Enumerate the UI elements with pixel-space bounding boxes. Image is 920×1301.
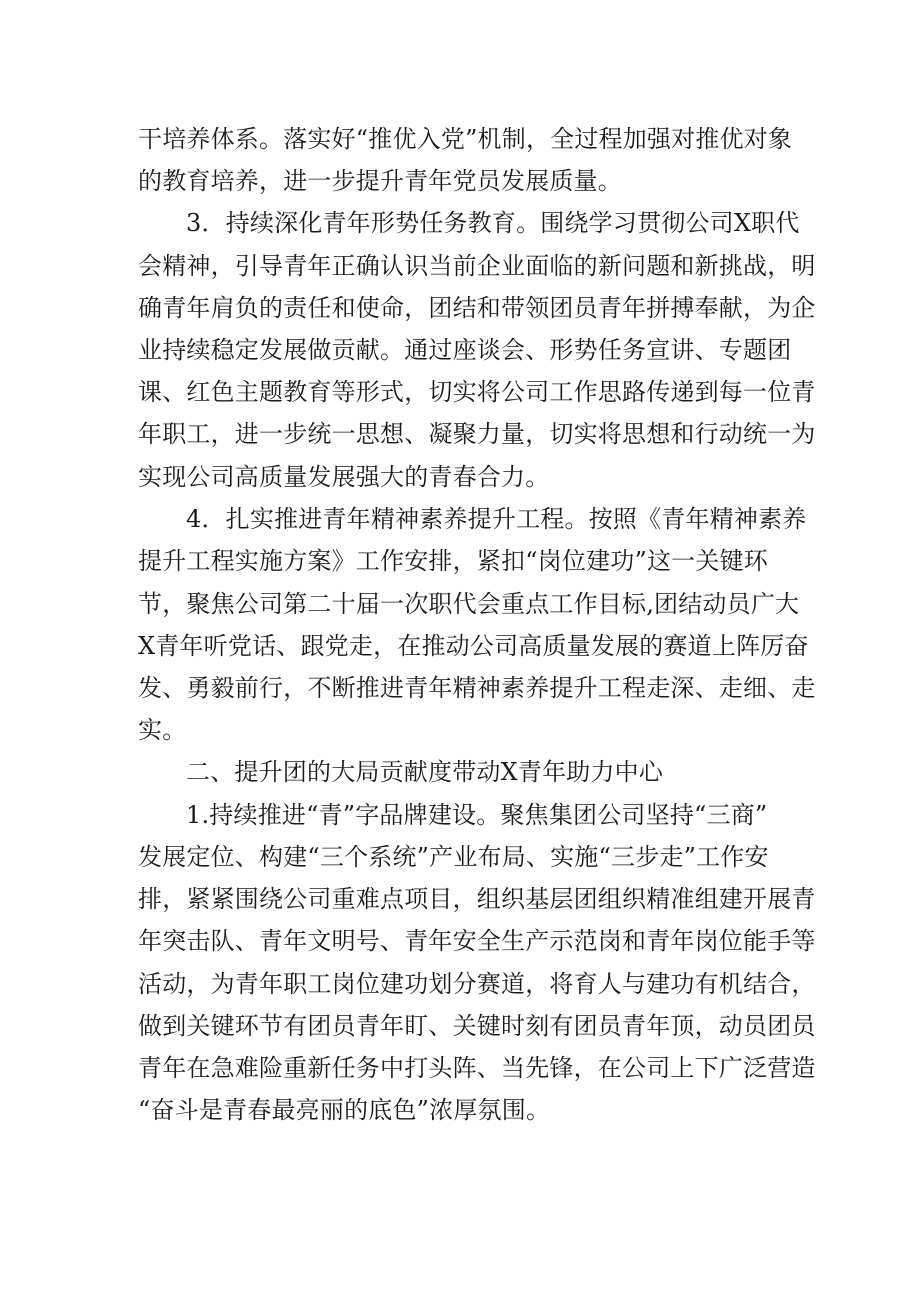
- text-line: 活动，为青年职工岗位建功划分赛道，将育人与建功有机结合，: [138, 970, 816, 998]
- text-line: 发展定位、构建“三个系统”产业布局、实施“三步走”工作安: [138, 843, 769, 871]
- text-line: 确青年肩负的责任和使命，团结和带领团员青年拼搏奉献，为企: [138, 294, 816, 322]
- text-line: 会精神，引导青年正确认识当前企业面临的新问题和新挑战，明: [138, 252, 816, 280]
- text-line: 3．持续深化青年形势任务教育。围绕学习贯彻公司X职代: [186, 209, 800, 237]
- text-line: 节，聚焦公司第二十届一次职代会重点工作目标,团结动员广大: [138, 590, 800, 618]
- text-line: 实。: [138, 716, 187, 744]
- text-line: 课、红色主题教育等形式，切实将公司工作思路传递到每一位青: [138, 378, 816, 406]
- text-line: 提升工程实施方案》工作安排，紧扣“岗位建功”这一关键环: [138, 547, 768, 575]
- text-line: 发、勇毅前行，不断推进青年精神素养提升工程走深、走细、走: [138, 674, 816, 702]
- section-heading: 二、提升团的大局贡献度带动X青年助力中心: [186, 758, 664, 786]
- text-line: 青年在急难险重新任务中打头阵、当先锋，在公司上下广泛营造: [138, 1054, 816, 1082]
- text-line: 年职工，进一步统一思想、凝聚力量，切实将思想和行动统一为: [138, 420, 816, 448]
- text-line: 实现公司高质量发展强大的青春合力。: [138, 463, 550, 491]
- text-line: X青年听党话、跟党走，在推动公司高质量发展的赛道上阵厉奋: [138, 632, 809, 660]
- text-line: 年突击队、青年文明号、青年安全生产示范岗和青年岗位能手等: [138, 927, 816, 955]
- text-line: “奋斗是青春最亮丽的底色”浓厚氛围。: [138, 1096, 551, 1124]
- text-line: 干培养体系。落实好“推优入党”机制，全过程加强对推优对象: [138, 125, 793, 153]
- text-line: 1.持续推进“青”字品牌建设。聚焦集团公司坚持“三商”: [186, 801, 768, 829]
- text-line: 业持续稳定发展做贡献。通过座谈会、形势任务宣讲、专题团: [138, 336, 792, 364]
- text-line: 排，紧紧围绕公司重难点项目，组织基层团组织精准组建开展青: [138, 885, 816, 913]
- text-line: 的教育培养，进一步提升青年党员发展质量。: [138, 167, 622, 195]
- text-line: 4．扎实推进青年精神素养提升工程。按照《青年精神素养: [186, 505, 807, 533]
- text-line: 做到关键环节有团员青年盯、关键时刻有团员青年顶，动员团员: [138, 1012, 816, 1040]
